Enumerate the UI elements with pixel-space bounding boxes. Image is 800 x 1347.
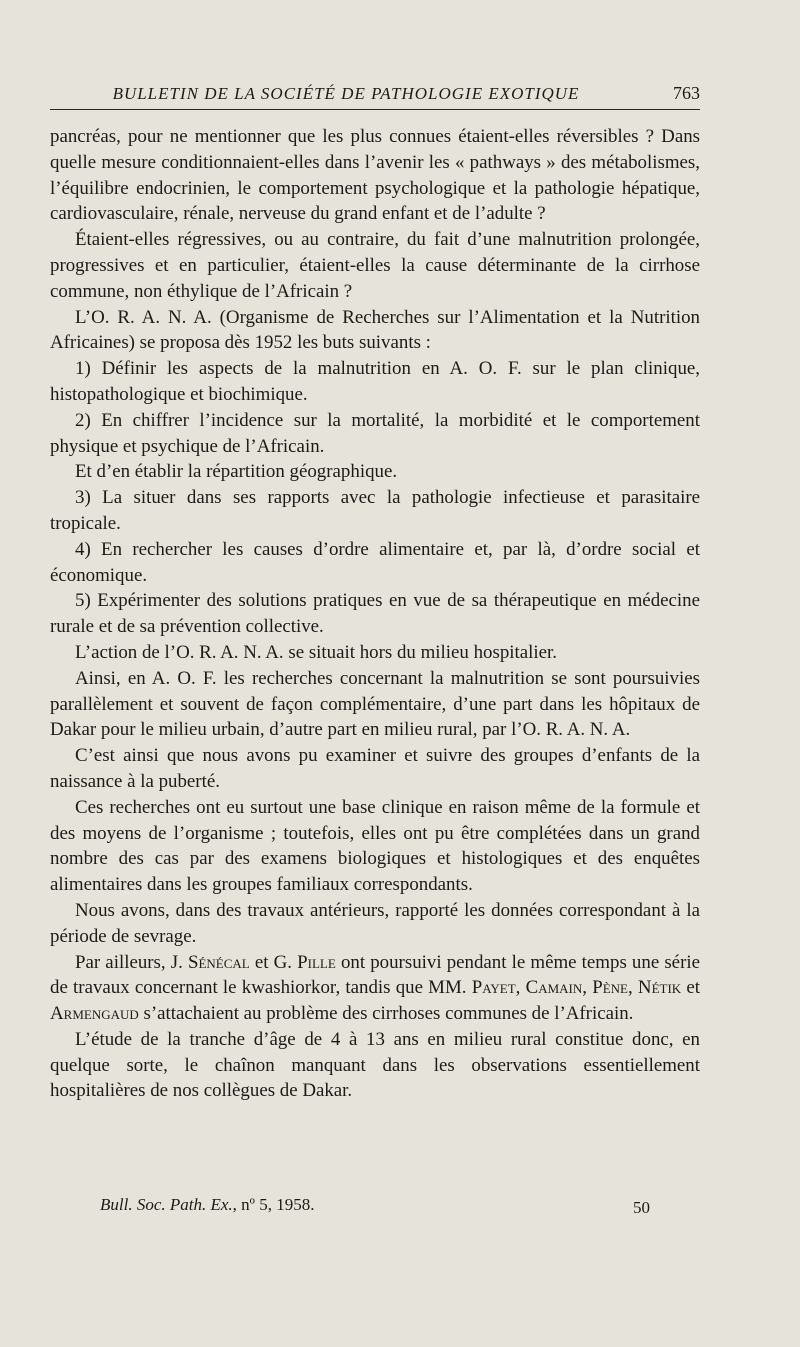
signature-mark: 50 bbox=[633, 1198, 650, 1217]
paragraph: Ainsi, en A. O. F. les recherches concernant la malnutrition se sont poursuivies parallèlement et souvent de façon complémentaire, d’une part dans les hôpitaux de Dakar pour le milieu urbain, d’autre part en milieu rural, par l’O. R. A. N. A. bbox=[50, 667, 700, 741]
page-number: 763 bbox=[673, 83, 700, 103]
body-text bbox=[50, 124, 700, 1104]
text-run: Par ailleurs, J. bbox=[75, 951, 188, 973]
text-run: ont poursuivi pendant le même temps une série de travaux concernant le kwashiorkor, tandis que MM. bbox=[50, 951, 700, 999]
citation-issue: , nº 5, 1958. bbox=[232, 1195, 315, 1214]
running-header bbox=[50, 80, 700, 110]
author-name: Nétik bbox=[637, 977, 682, 999]
text-run: et bbox=[681, 977, 701, 999]
text-run: , bbox=[515, 977, 526, 999]
paragraph: L’étude de la tranche d’âge de 4 à 13 ans en milieu rural constitue donc, en quelque sorte, le chaînon manquant dans les observations essentiellement hospitalières de nos collègues de Dakar. bbox=[50, 1028, 700, 1102]
author-name: Camain bbox=[525, 977, 583, 999]
paragraph: 2) En chiffrer l’incidence sur la mortalité, la morbidité et le comportement physique et psychique de l’Africain. bbox=[50, 409, 700, 457]
journal-title: BULLETIN DE LA SOCIÉTÉ DE PATHOLOGIE EXOTIQUE bbox=[112, 84, 580, 103]
journal-citation bbox=[100, 1195, 314, 1215]
paragraph: Nous avons, dans des travaux antérieurs, rapporté les données correspondant à la période de sevrage. bbox=[50, 899, 700, 947]
text-run: , bbox=[582, 977, 593, 999]
paragraph: pancréas, pour ne mentionner que les plus connues étaient-elles réversibles ? Dans quelle mesure conditionnaient-elles dans l’avenir les « pathways » des métabolismes, l’équilibre endocrinien, le comportement psychologique et la pathologie hépatique, cardiovasculaire, rénale, nerveuse du grand enfant et de l’adulte ? bbox=[50, 126, 700, 225]
paragraph: L’action de l’O. R. A. N. A. se situait hors du milieu hospitalier. bbox=[75, 641, 558, 663]
text-run: s’attachaient au problème des cirrhoses communes de l’Africain. bbox=[138, 1003, 634, 1025]
author-name: Pène bbox=[592, 977, 628, 999]
text-run: et G. bbox=[249, 951, 298, 973]
paragraph: 4) En rechercher les causes d’ordre alimentaire et, par là, d’ordre social et économique. bbox=[50, 538, 700, 586]
text-run: , bbox=[627, 977, 638, 999]
paragraph: L’O. R. A. N. A. (Organisme de Recherches sur l’Alimentation et la Nutrition Africaines) se proposa dès 1952 les buts suivants : bbox=[50, 306, 700, 354]
paragraph: C’est ainsi que nous avons pu examiner et suivre des groupes d’enfants de la naissance à la puberté. bbox=[50, 745, 700, 792]
citation-journal: Bull. Soc. Path. Ex. bbox=[100, 1195, 233, 1214]
paragraph: 5) Expérimenter des solutions pratiques en vue de sa thérapeutique en médecine rurale et de sa prévention collective. bbox=[50, 590, 700, 638]
paragraph: 3) La situer dans ses rapports avec la pathologie infectieuse et parasitaire tropicale. bbox=[50, 487, 700, 534]
author-name: Armengaud bbox=[50, 1003, 139, 1025]
paragraph: Et d’en établir la répartition géographique. bbox=[75, 461, 398, 483]
paragraph: Ces recherches ont eu surtout une base clinique en raison même de la formule et des moyens de l’organisme ; toutefois, elles ont pu être complétées dans un grand nombre des cas par des examens biologiques et histologiques et des enquêtes alimentaires dans les groupes familiaux correspondants. bbox=[50, 796, 700, 896]
paragraph: 1) Définir les aspects de la malnutrition en A. O. F. sur le plan clinique, histopathologique et biochimique. bbox=[50, 358, 700, 405]
author-name: Pille bbox=[297, 951, 336, 973]
authors-paragraph bbox=[50, 950, 700, 1027]
paragraph: Étaient-elles régressives, ou au contraire, du fait d’une malnutrition prolongée, progressives et en particulier, étaient-elles la cause déterminante de la cirrhose commune, non éthylique de l’Africain ? bbox=[50, 229, 700, 302]
author-name: Sénécal bbox=[187, 951, 250, 973]
author-name: Payet bbox=[471, 977, 516, 999]
